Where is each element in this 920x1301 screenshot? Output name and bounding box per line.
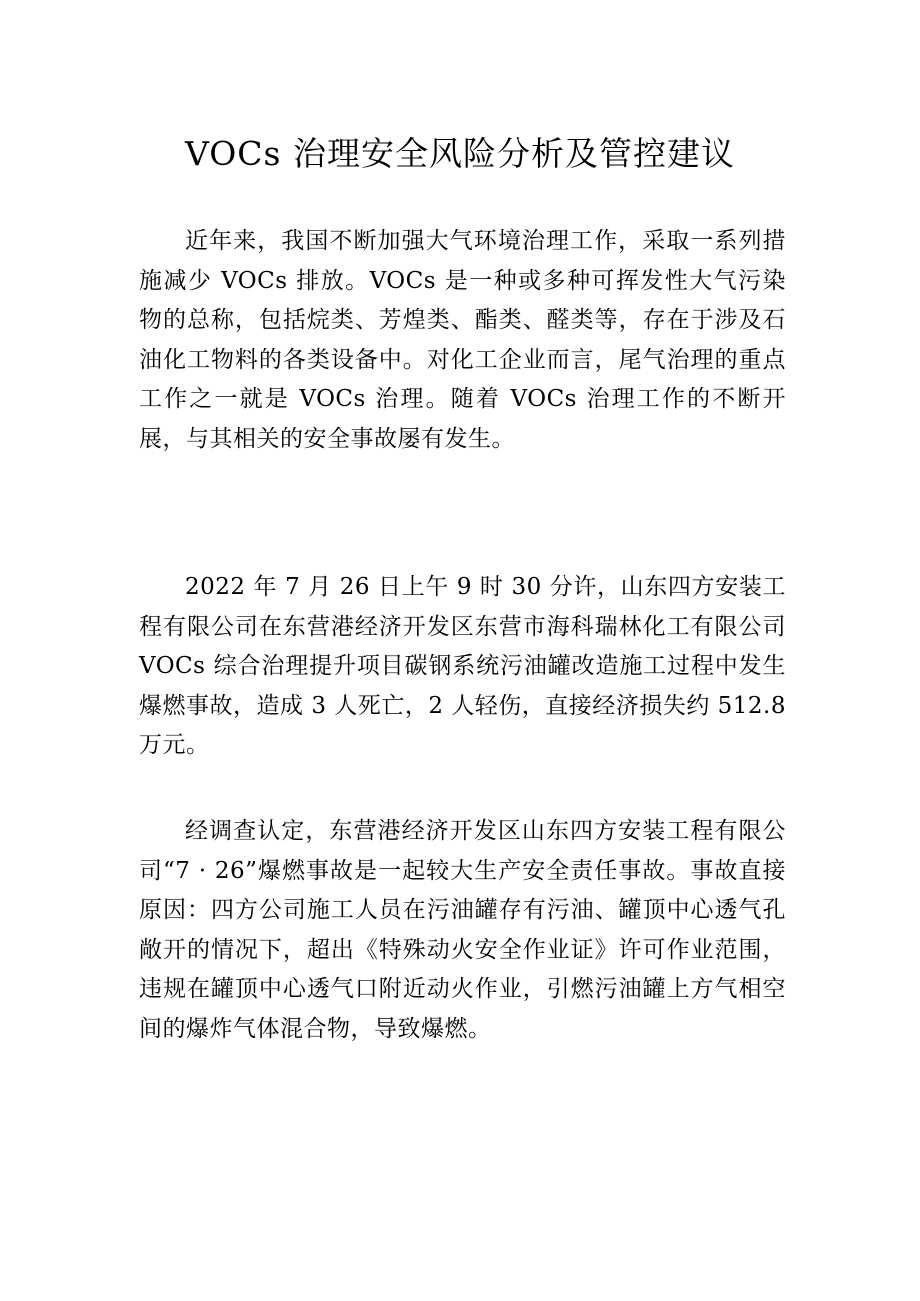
paragraph-accident: 2022 年 7 月 26 日上午 9 时 30 分许，山东四方安装工程有限公司在东营港经济开发区东营市海科瑞林化工有限公司 VOCs 综合治理提升项目碳钢系统污油罐改造施工过程中发生爆燃事故，造成 3 人死亡，2 人轻伤，直接经济损失约 512.8 万元。 (139, 574, 786, 758)
document-title: VOCs 治理安全风险分析及管控建议 (185, 134, 735, 173)
paragraph-investigation: 经调查认定，东营港经济开发区山东四方安装工程有限公司“7 · 26”爆燃事故是一起较大生产安全责任事故。事故直接原因：四方公司施工人员在污油罐存有污油、罐顶中心透气孔敞开的情况下，超出《特殊动火安全作业证》许可作业范围，违规在罐顶中心透气口附近动火作业，引燃污油罐上方气相空间的爆炸气体混合物，导致爆燃。 (139, 818, 786, 1042)
paragraph-intro: 近年来，我国不断加强大气环境治理工作，采取一系列措施减少 VOCs 排放。VOCs 是一种或多种可挥发性大气污染物的总称，包括烷类、芳煌类、酯类、醛类等，存在于涉及石油化工物料的各类设备中。对化工企业而言，尾气治理的重点工作之一就是 VOCs 治理。随着 VOCs 治理工作的不断开展，与其相关的安全事故屡有发生。 (139, 228, 786, 452)
